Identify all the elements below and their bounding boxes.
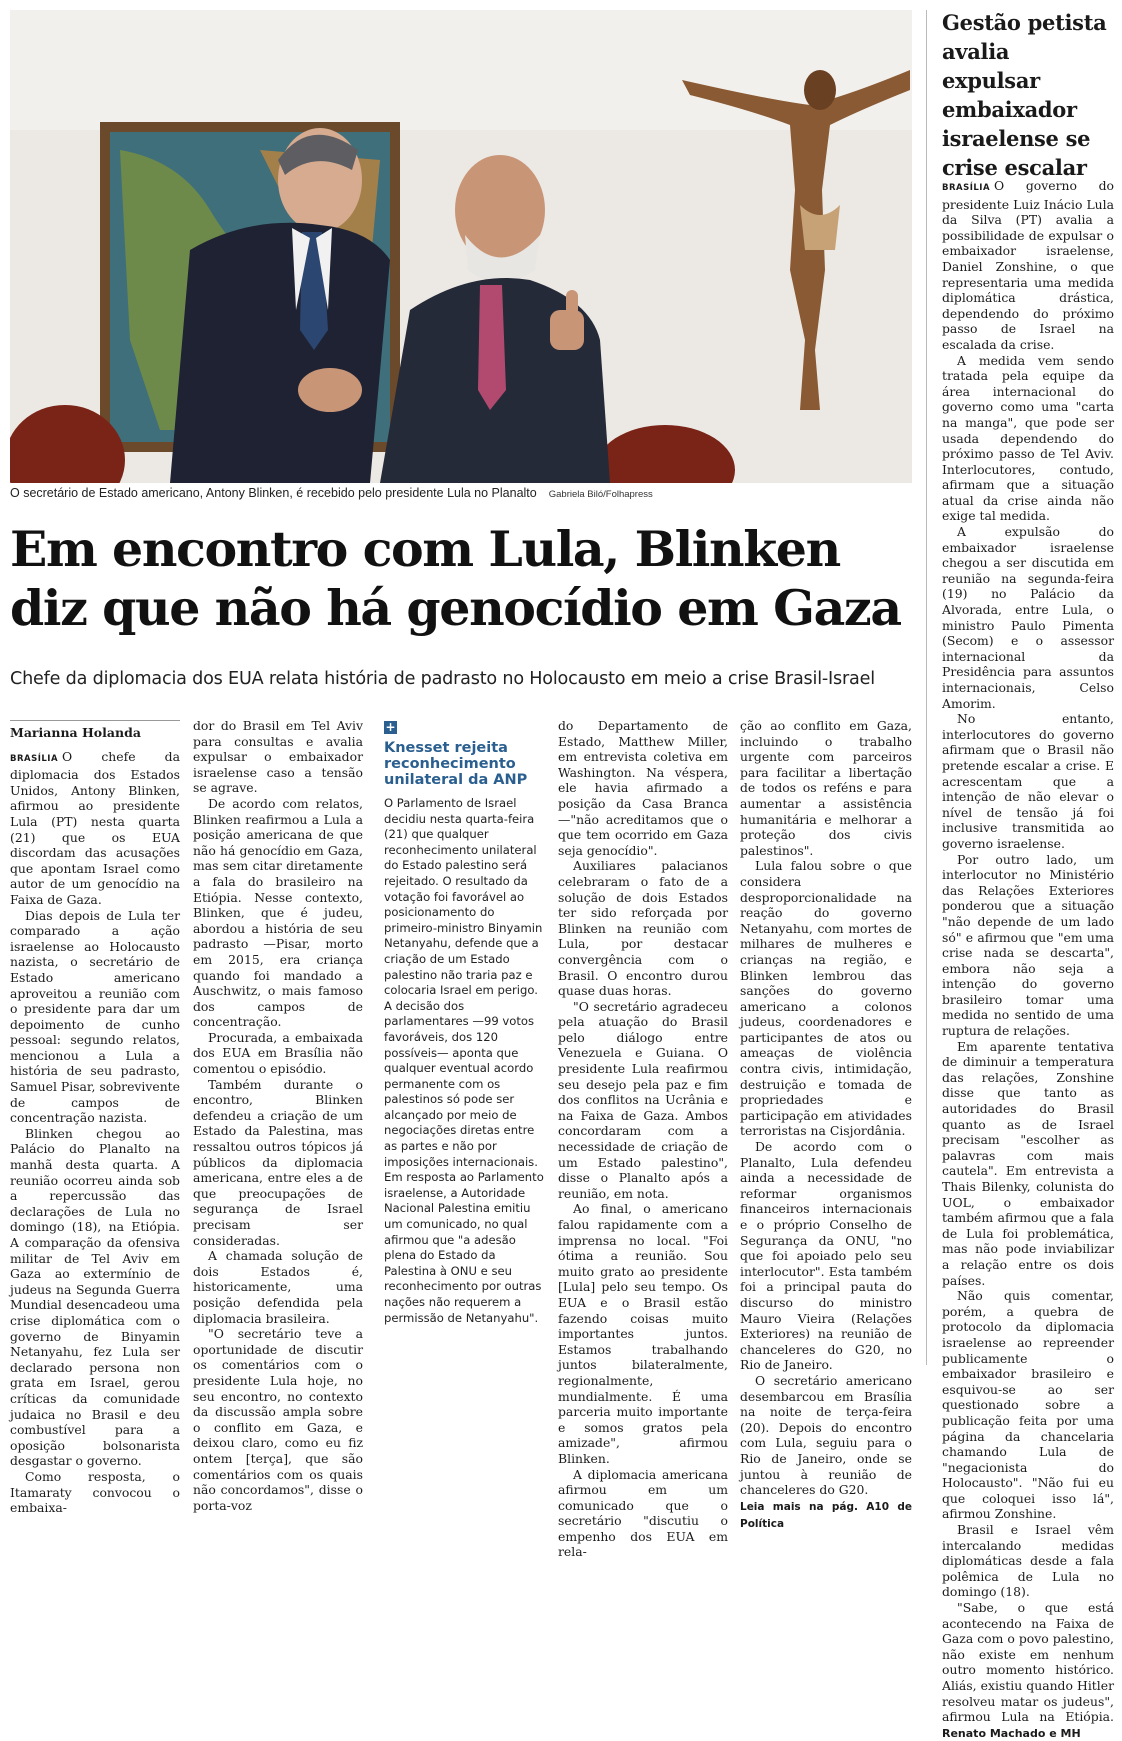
headline: Em encontro com Lula, Blinken diz que não há genocídio em Gaza <box>10 520 901 637</box>
article-column-2 <box>193 718 363 1513</box>
article-paragraph: Ao final, o americano falou rapidamente com a imprensa no local. "Foi ótima a reunião. Sou muito grato ao presidente [Lula] pelo seu tempo. Os EUA e o Brasil estão fazendo coisas muito importantes juntos. Estamos trabalhando juntos bilateralmente, regionalmente, mundialmente. É uma parceria muito importante e somos gratos pela amizade", afirmou Blinken. <box>558 1201 728 1466</box>
sidebar-paragraph: BRASÍLIA O governo do presidente Luiz Inácio Lula da Silva (PT) avalia a possibilidade de expulsar o embaixador israelense, Daniel Zonshine, o que representaria uma medida diplomática drástica, dependendo do próximo passo de Israel na escalada da crise. <box>942 178 1114 352</box>
article-paragraph: Também durante o encontro, Blinken defendeu a criação de um Estado da Palestina, mas ressaltou outros tópicos já públicos da diplomacia americana, entre eles a de que preocupações de segurança de Israel precisam ser consideradas. <box>193 1076 363 1248</box>
sidebar-dateline: BRASÍLIA <box>942 183 991 193</box>
knesset-box <box>384 718 546 1326</box>
article-paragraph: BRASÍLIA O chefe da diplomacia dos Estados Unidos, Antony Blinken, afirmou ao presidente Lula (PT) nesta quarta (21) que os EUA discordam das acusações que apontam Israel como autor de um genocídio na Faixa de Gaza. <box>10 748 180 907</box>
article-paragraph: A diplomacia americana afirmou em um comunicado que o secretário "discutiu o empenho dos EUA em rela- <box>558 1466 728 1560</box>
article-paragraph: ção ao conflito em Gaza, incluindo o trabalho urgente com parceiros para facilitar a libertação de todos os reféns e para aumentar a assistência humanitária e melhorar a proteção dos civis palestinos". <box>740 718 912 858</box>
subheadline: Chefe da diplomacia dos EUA relata história de padrasto no Holocausto em meio a crise Brasil-Israel <box>10 669 875 689</box>
article-paragraph: Dias depois de Lula ter comparado a ação israelense ao Holocausto nazista, o secretário de Estado americano aproveitou a reunião com o presidente para dar um depoimento de cunho pessoal: segundo relatos, mencionou a Lula a história de seu padrasto, Samuel Pisar, sobrevivente de campos de concentração nazista. <box>10 907 180 1126</box>
plus-icon: + <box>385 720 396 734</box>
article-paragraph: De acordo com relatos, Blinken reafirmou a Lula a posição americana de que não há genocídio em Gaza, mas sem citar diretamente a fala do brasileiro na Etiópia. Nesse contexto, Blinken, que é judeu, abordou a história de seu padrasto —Pisar, morto em 2015, era criança quando foi mandado a Auschwitz, o mais famoso dos campos de concentração. <box>193 795 363 1030</box>
article-paragraph: A chamada solução de dois Estados é, historicamente, uma posição defendida pela diplomacia brasileira. <box>193 1248 363 1326</box>
continue-reading-link[interactable]: Leia mais na pág. A10 de Política <box>740 1500 912 1531</box>
article-paragraph: Como resposta, o Itamaraty convocou o embaixa- <box>10 1468 180 1516</box>
sidebar-paragraph: A expulsão do embaixador israelense chegou a ser discutida em reunião na segunda-feira (19) no Palácio da Alvorada, entre Lula, o ministro Paulo Pimenta (Secom) e o assessor internacional da Presidência para assuntos internacionais, Celso Amorim. <box>942 524 1114 711</box>
article-column-3 <box>558 718 728 1560</box>
article-paragraph: Auxiliares palacianos celebraram o fato de a solução de dois Estados ter sido reforçada por Blinken na reunião com Lula, por destacar convergência com o Brasil. O encontro durou quase duas horas. <box>558 858 728 999</box>
caption-text: O secretário de Estado americano, Antony Blinken, é recebido pelo presidente Lula no Planalto <box>10 486 537 500</box>
sidebar-title: Gestão petista avalia expulsar embaixador israelense se crise escalar <box>942 10 1107 180</box>
article-paragraph: De acordo com o Planalto, Lula defendeu ainda a necessidade de reformar organismos financeiros internacionais e o próprio Conselho de Segurança da ONU, "no que foi apoiado pelo seu interlocutor". Esta também foi a principal pauta do discurso do ministro Mauro Vieira (Relações Exteriores) na reunião de chanceleres do G20, no Rio de Janeiro. <box>740 1139 912 1373</box>
article-paragraph: Procurada, a embaixada dos EUA em Brasília não comentou o episódio. <box>193 1029 363 1077</box>
photo-caption <box>10 486 912 500</box>
photo-credit: Gabriela Biló/Folhapress <box>548 489 653 500</box>
sidebar-paragraph: "Sabe, o que está acontecendo na Faixa de Gaza com o povo palestino, não existe em nenhum outro momento histórico. Aliás, existiu quando Hitler resolveu matar os judeus", afirmou Lula na Etiópia. Renato Machado e MH <box>942 1600 1114 1740</box>
box-text: O Parlamento de Israel decidiu nesta quarta-feira (21) que qualquer reconhecimento unilateral do Estado palestino será rejeitado. O resultado da votação foi favorável ao posicionamento do primeiro-ministro Binyamin Netanyahu, defende que a criação de um Estado palestino não traria paz e colocaria Israel em perigo. A decisão dos parlamentares —99 votos favoráveis, dos 120 possíveis— aponta que qualquer eventual acordo permanente com os palestinos só pode ser alcançado por meio de negociações diretas entre as partes e não por imposições internacionais. Em resposta ao Parlamento israelense, a Autoridade Nacional Palestina emitiu um comunicado, no qual afirmou que "a adesão plena do Estado da Palestina à ONU e seu reconhecimento por outras nações não requerem a permissão de Netanyahu". <box>384 796 544 1325</box>
sidebar-paragraph: Em aparente tentativa de diminuir a temperatura das relações, Zonshine disse que tanto as autoridades do Brasil quanto as de Israel precisam "escolher as palavras com mais cautela". Em entrevista a Thais Bilenky, colunista do UOL, o embaixador também afirmou que a fala de Lula foi problemática, mas não pode inviabilizar a relação entre os dois países. <box>942 1038 1114 1288</box>
article-paragraph: dor do Brasil em Tel Aviv para consultas e avalia expulsar o embaixador israelense caso a tensão se agrave. <box>193 718 363 796</box>
article-paragraph: "O secretário agradeceu pela atuação do Brasil pelo diálogo entre Venezuela e Guiana. O presidente Lula reafirmou seu desejo pela paz e fim dos conflitos na Ucrânia e na Faixa de Gaza. Ambos concordaram com a necessidade de criação de um Estado palestino", disse o Planalto após a reunião, em nota. <box>558 998 728 1201</box>
sidebar-signature: Renato Machado e MH <box>942 1726 1081 1740</box>
sidebar-column <box>942 178 1114 1741</box>
article-column-4 <box>740 718 912 1533</box>
dateline: BRASÍLIA <box>10 753 59 764</box>
sidebar-paragraph: A medida vem sendo tratada pela equipe da área internacional do governo como uma "carta na manga", que pode ser usada dependendo do próximo passo de Tel Aviv. Interlocutores, contudo, afirmam que a situação atual da crise ainda não exige tal medida. <box>942 352 1114 524</box>
article-paragraph: O secretário americano desembarcou em Brasília na noite de terça-feira (20). Depois do encontro com Lula, seguiu para o Rio de Janeiro, onde se juntou à reunião de chanceleres do G20. <box>740 1372 912 1498</box>
article-column-1 <box>10 720 180 1516</box>
article-paragraph: "O secretário teve a oportunidade de discutir os comentários com o presidente Lula hoje, no seu encontro, no contexto da discussão ampla sobre o conflito em Gaza, e deixou claro, como eu fiz ontem [terça], que são comentários com os quais não concordamos", disse o porta-voz <box>193 1326 363 1513</box>
article-paragraph: Blinken chegou ao Palácio do Planalto na manhã desta quarta. A reunião ocorreu ainda sob a repercussão das declarações de Lula no domingo (18), na Etiópia. A comparação da ofensiva militar de Tel Aviv em Gaza ao extermínio de judeus na Segunda Guerra Mundial desencadeou uma crise diplomática com o governo de Binyamin Netanyahu, fez Lula ser declarado persona non grata em Israel, gerou críticas da comunidade judaica no Brasil e deu combustível para a oposição bolsonarista desgastar o governo. <box>10 1125 180 1469</box>
article-paragraph: Lula falou sobre o que considera desproporcionalidade na reação do governo Netanyahu, com mortes de milhares de mulheres e crianças na região, e Blinken lembrou das sanções do governo americano a colonos judeus, coordenadores e participantes de atos ou ameaças de violência contra civis, intimidação, destruição e tomada de propriedades e participação em atividades terroristas na Cisjordânia. <box>740 858 912 1139</box>
sidebar-paragraph: No entanto, interlocutores do governo afirmam que o Brasil não pretende escalar a crise. E acrescentam que a intenção de não elevar o nível de tensão já foi inclusive transmitida ao governo israelense. <box>942 711 1114 851</box>
sidebar-paragraph: Não quis comentar, porém, a quebra de protocolo da diplomacia israelense ao repreender publicamente o embaixador brasileiro e esquivou-se ao ser questionado sobre a publicação feita por uma página da chancelaria chamando Lula de "negacionista do Holocausto". "Não fui eu que coloquei isso lá", afirmou Zonshine. <box>942 1288 1114 1522</box>
author-byline: Marianna Holanda <box>10 720 180 741</box>
box-title: Knesset rejeita reconhecimento unilateral da ANP <box>384 740 528 788</box>
sidebar-paragraph: Por outro lado, um interlocutor no Ministério das Relações Exteriores ponderou que a situação "não depende de um lado só" e afirmou que "em uma crise nada se descarta", embora não seja a intenção do governo brasileiro tomar uma medida no sentido de uma ruptura de relações. <box>942 851 1114 1039</box>
sidebar-paragraph: Brasil e Israel vêm intercalando medidas diplomáticas desde a fala polêmica de Lula no domingo (18). <box>942 1522 1114 1600</box>
article-paragraph: do Departamento de Estado, Matthew Miller, em entrevista coletiva em Washington. Na véspera, ele havia afirmado a posição da Casa Branca —"não acreditamos que o que tem ocorrido em Gaza seja genocídio". <box>558 718 728 858</box>
news-photo <box>10 10 912 483</box>
column-divider <box>926 10 927 1365</box>
